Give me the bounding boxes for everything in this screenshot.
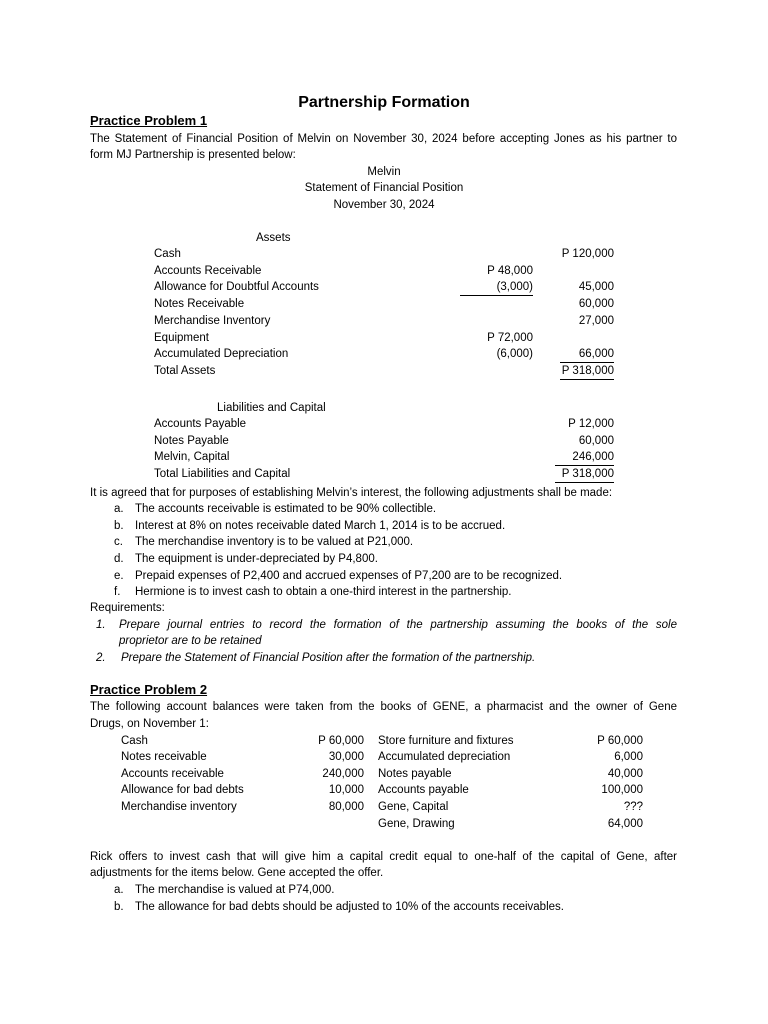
sfp-date: November 30, 2024 [333,199,435,211]
problem-1-intro-line-2: form MJ Partnership is presented below: [90,149,296,161]
adjustment-letter: d. [114,553,124,565]
sfp-title: Statement of Financial Position [304,182,464,194]
account-value: 30,000 [328,751,364,763]
asset-label: Equipment [154,332,209,344]
asset-right-value: P 120,000 [561,248,614,260]
asset-right-value: 45,000 [578,281,614,293]
account-value: P 60,000 [597,735,643,747]
account-label: Accounts payable [378,784,469,796]
account-value: 10,000 [328,784,364,796]
asset-label: Total Assets [154,365,216,377]
asset-mid-value: (6,000) [496,348,533,360]
account-label: Cash [121,735,148,747]
account-value: 240,000 [322,768,364,780]
asset-label: Accounts Receivable [154,265,262,277]
asset-right-value: 27,000 [578,315,614,327]
page-title: Partnership Formation [298,94,470,111]
assets-header: Assets [256,232,291,244]
asset-label: Accumulated Depreciation [154,348,289,360]
asset-label: Notes Receivable [154,298,245,310]
problem-2-heading: Practice Problem 2 [90,682,208,697]
liability-value: 60,000 [578,435,614,447]
account-value: 64,000 [607,818,643,830]
total-liabilities-value: P 318,000 [555,465,614,483]
adjustment-text: The equipment is under-depreciated by P4,800. [135,553,378,565]
account-label: Allowance for bad debts [121,784,244,796]
adjustment-letter: f. [114,586,121,598]
account-label: Accounts receivable [121,768,224,780]
liabilities-header: Liabilities and Capital [217,402,326,414]
liability-value: P 12,000 [568,418,614,430]
item-letter: b. [114,901,124,913]
requirement-1-line-1: Prepare journal entries to record the formation of the partnership assuming the books of the sole [119,619,677,631]
asset-label: Cash [154,248,181,260]
problem-1-heading: Practice Problem 1 [90,113,208,128]
item-text: The merchandise is valued at P74,000. [135,884,335,896]
account-label: Gene, Drawing [378,818,455,830]
adjustment-text: The merchandise inventory is to be valued at P21,000. [135,536,414,548]
agreement-text: It is agreed that for purposes of establishing Melvin’s interest, the following adjustments shall be made: [90,487,613,499]
adjustment-text: Prepaid expenses of P2,400 and accrued expenses of P7,200 are to be recognized. [135,570,563,582]
offer-line-2: adjustments for the items below. Gene accepted the offer. [90,867,384,879]
account-value: 80,000 [328,801,364,813]
requirement-1-line-2: proprietor are to be retained [119,635,262,647]
account-label: Store furniture and fixtures [378,735,514,747]
account-label: Accumulated depreciation [378,751,511,763]
adjustment-letter: c. [114,536,123,548]
requirement-2-text: Prepare the Statement of Financial Position after the formation of the partnership. [121,652,536,664]
asset-label: Merchandise Inventory [154,315,271,327]
requirement-number: 2. [96,652,106,664]
account-value: 100,000 [601,784,643,796]
problem-2-intro-line-1: The following account balances were taken from the books of GENE, a pharmacist and the owner of Gene [90,701,677,713]
asset-mid-value: P 48,000 [487,265,533,277]
asset-mid-value: P 72,000 [487,332,533,344]
sfp-entity-name: Melvin [367,166,401,178]
adjustment-text: The accounts receivable is estimated to be 90% collectible. [135,503,437,515]
adjustment-letter: e. [114,570,124,582]
adjustment-text: Interest at 8% on notes receivable dated March 1, 2014 is to be accrued. [135,520,506,532]
liability-value: 246,000 [570,449,614,466]
account-label: Gene, Capital [378,801,449,813]
liability-label: Notes Payable [154,435,229,447]
offer-line-1: Rick offers to invest cash that will give him a capital credit equal to one-half of the capital of Gene, after [90,851,677,863]
asset-label: Allowance for Doubtful Accounts [154,281,319,293]
adjustment-letter: b. [114,520,124,532]
account-value: 40,000 [607,768,643,780]
asset-right-value: 66,000 [560,346,614,363]
account-value: 6,000 [614,751,643,763]
account-label: Notes payable [378,768,452,780]
asset-mid-value: (3,000) [460,279,533,296]
total-assets-value: P 318,000 [560,362,614,380]
problem-1-intro-line-1: The Statement of Financial Position of Melvin on November 30, 2024 before accepting Jones as his partner to [90,133,677,145]
account-value: ??? [623,801,643,813]
account-value: P 60,000 [318,735,364,747]
requirement-number: 1. [96,619,106,631]
item-text: The allowance for bad debts should be adjusted to 10% of the accounts receivables. [135,901,564,913]
account-label: Notes receivable [121,751,207,763]
adjustment-text: Hermione is to invest cash to obtain a one-third interest in the partnership. [135,586,512,598]
item-letter: a. [114,884,124,896]
account-label: Merchandise inventory [121,801,237,813]
liability-label: Melvin, Capital [154,451,230,463]
liability-label: Total Liabilities and Capital [154,468,291,480]
liability-label: Accounts Payable [154,418,247,430]
asset-right-value: 60,000 [578,298,614,310]
adjustment-letter: a. [114,503,124,515]
requirements-label: Requirements: [90,602,165,614]
problem-2-intro-line-2: Drugs, on November 1: [90,718,209,730]
